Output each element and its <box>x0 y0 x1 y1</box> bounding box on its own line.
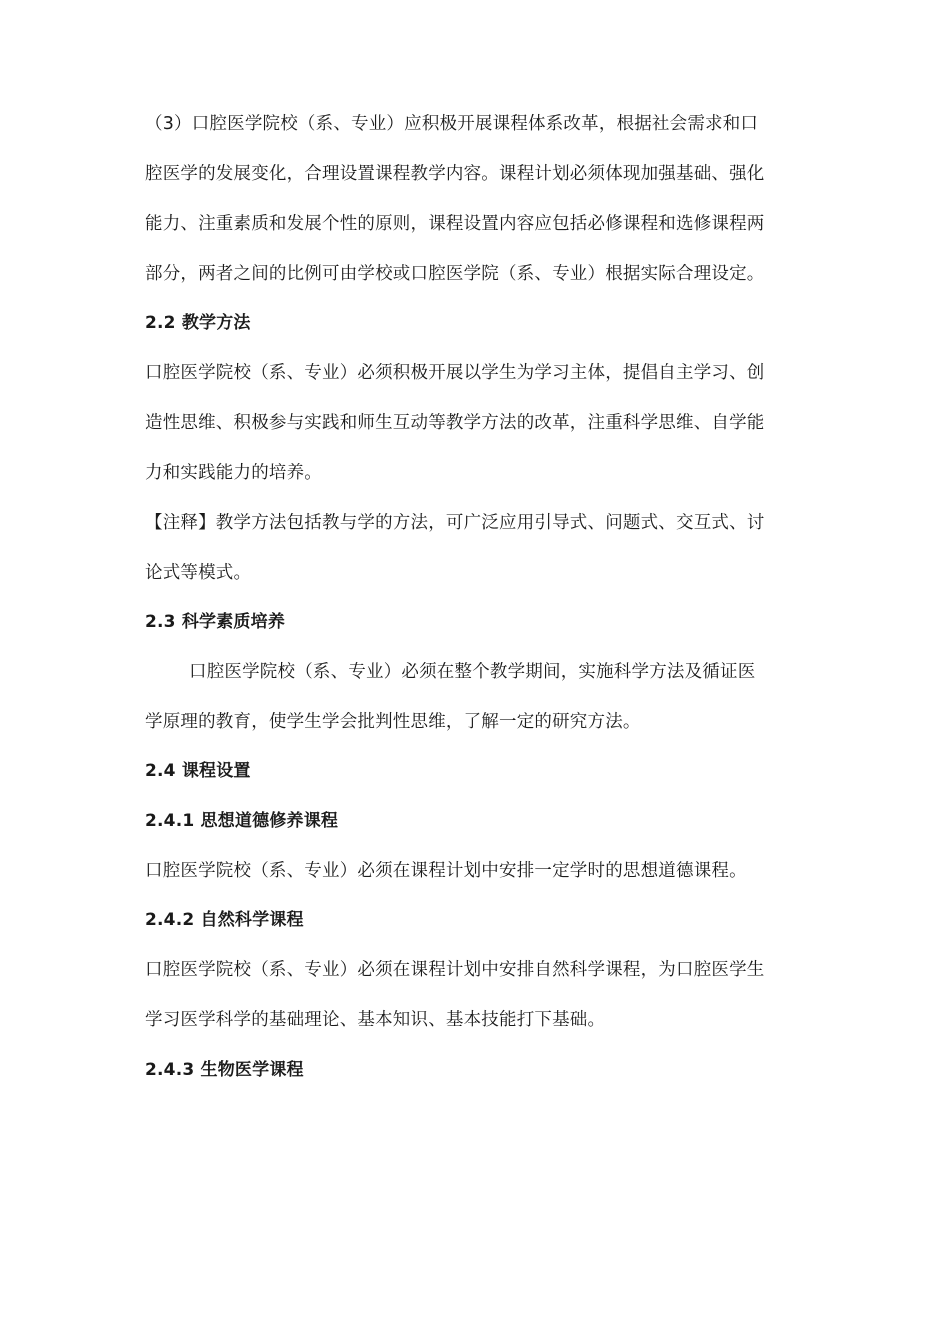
note-line: 论式等模式。 <box>145 563 252 583</box>
subsection-heading-2-4-2: 2.4.2 自然科学课程 <box>145 910 304 930</box>
paragraph-line: 造性思维、积极参与实践和师生互动等教学方法的改革，注重科学思维、自学能 <box>145 413 765 433</box>
paragraph-line: 能力、注重素质和发展个性的原则，课程设置内容应包括必修课程和选修课程两 <box>145 214 765 234</box>
paragraph-line: 口腔医学院校（系、专业）必须在整个教学期间，实施科学方法及循证医 <box>189 662 756 682</box>
paragraph-line: 部分，两者之间的比例可由学校或口腔医学院（系、专业）根据实际合理设定。 <box>145 264 765 284</box>
paragraph-line: （3）口腔医学院校（系、专业）应积极开展课程体系改革，根据社会需求和口 <box>145 114 759 134</box>
paragraph-line: 力和实践能力的培养。 <box>145 463 322 483</box>
section-heading-2-3: 2.3 科学素质培养 <box>145 612 286 632</box>
section-heading-2-4: 2.4 课程设置 <box>145 761 251 781</box>
paragraph-line: 口腔医学院校（系、专业）必须积极开展以学生为学习主体，提倡自主学习、创 <box>145 363 765 383</box>
paragraph-line: 口腔医学院校（系、专业）必须在课程计划中安排一定学时的思想道德课程。 <box>145 861 747 881</box>
section-heading-2-2: 2.2 教学方法 <box>145 313 251 333</box>
paragraph-line: 口腔医学院校（系、专业）必须在课程计划中安排自然科学课程，为口腔医学生 <box>145 960 765 980</box>
paragraph-line: 学原理的教育，使学生学会批判性思维，了解一定的研究方法。 <box>145 712 641 732</box>
paragraph-line: 腔医学的发展变化，合理设置课程教学内容。课程计划必须体现加强基础、强化 <box>145 164 765 184</box>
subsection-heading-2-4-3: 2.4.3 生物医学课程 <box>145 1060 304 1080</box>
paragraph-line: 学习医学科学的基础理论、基本知识、基本技能打下基础。 <box>145 1010 606 1030</box>
note-line: 【注释】教学方法包括教与学的方法，可广泛应用引导式、问题式、交互式、讨 <box>145 513 765 533</box>
subsection-heading-2-4-1: 2.4.1 思想道德修养课程 <box>145 811 339 831</box>
